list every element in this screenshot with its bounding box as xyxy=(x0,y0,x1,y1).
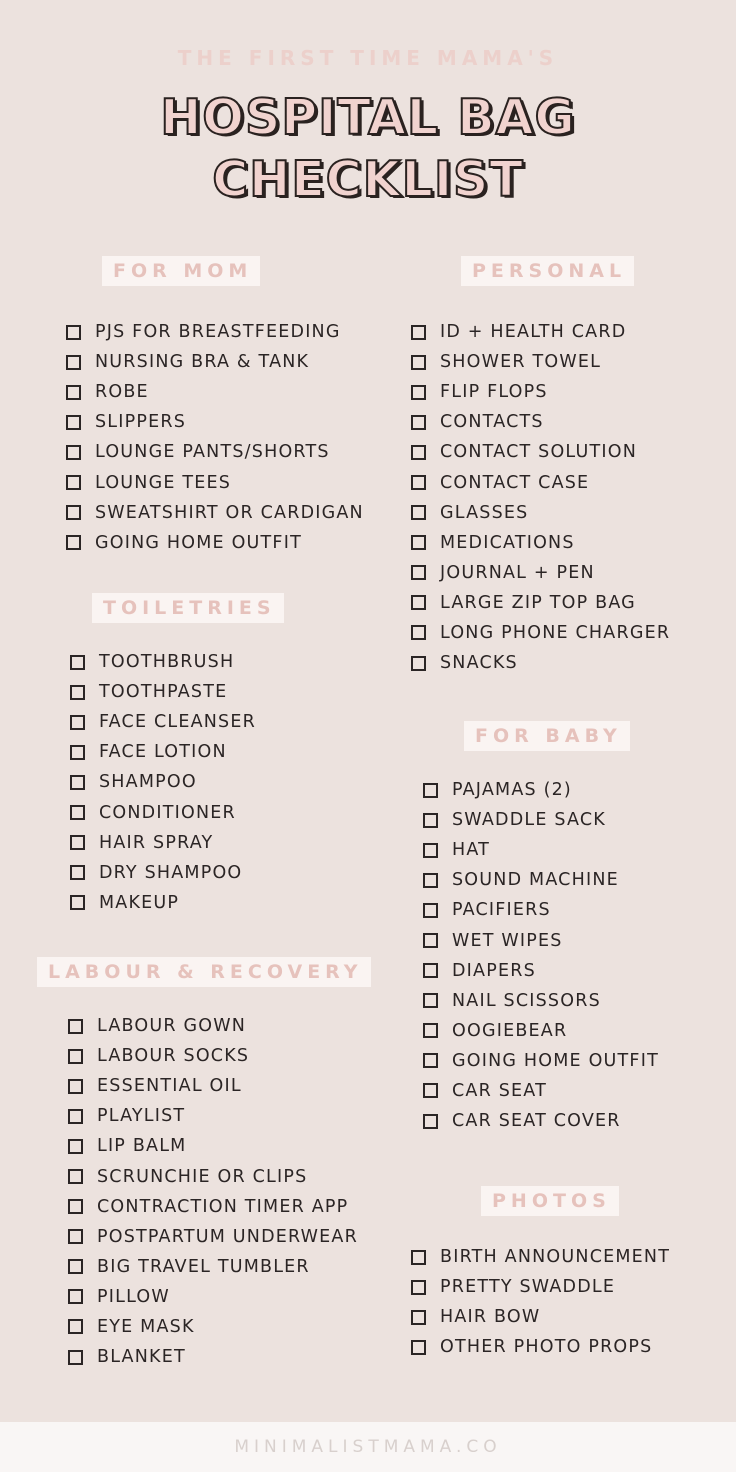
checkbox[interactable] xyxy=(68,1139,83,1154)
checkbox[interactable] xyxy=(68,1319,83,1334)
checkbox[interactable] xyxy=(411,325,426,340)
checkbox[interactable] xyxy=(423,1053,438,1068)
photos-list xyxy=(411,1242,670,1362)
checkbox[interactable] xyxy=(66,385,81,400)
checklist-item-label: SOUND MACHINE xyxy=(452,870,619,891)
checklist-item-label: SWEATSHIRT OR CARDIGAN xyxy=(95,502,364,523)
labour-list xyxy=(68,1011,358,1372)
personal-list xyxy=(411,317,670,678)
for-mom-list xyxy=(66,317,364,558)
checkbox[interactable] xyxy=(423,783,438,798)
checklist-item[interactable] xyxy=(68,1252,358,1282)
checklist-item-label: SHOWER TOWEL xyxy=(440,352,602,373)
checkbox[interactable] xyxy=(66,325,81,340)
checklist-item-label: MEDICATIONS xyxy=(440,532,575,553)
checklist-item[interactable] xyxy=(70,737,256,767)
checklist-item[interactable] xyxy=(68,1071,358,1101)
checklist-item[interactable] xyxy=(411,347,670,377)
checklist-item[interactable] xyxy=(423,925,659,955)
checklist-item-label: CONTRACTION TIMER APP xyxy=(97,1196,349,1217)
footer-site: MINIMALISTMAMA.CO xyxy=(0,1422,736,1472)
checklist-item-label: PILLOW xyxy=(97,1286,170,1307)
checkbox[interactable] xyxy=(411,656,426,671)
checklist-item-label: LABOUR GOWN xyxy=(97,1016,247,1037)
checklist-item-label: GOING HOME OUTFIT xyxy=(95,532,302,553)
checklist-item-label: ID + HEALTH CARD xyxy=(440,322,627,343)
checkbox[interactable] xyxy=(423,1083,438,1098)
kicker-text: THE FIRST TIME MAMA'S xyxy=(177,46,559,70)
checklist-item[interactable] xyxy=(70,677,256,707)
checklist-item-label: MAKEUP xyxy=(99,892,180,913)
checklist-item-label: CONTACTS xyxy=(440,412,544,433)
checklist-item-label: JOURNAL + PEN xyxy=(440,562,595,583)
checklist-item-label: NURSING BRA & TANK xyxy=(95,352,310,373)
checklist-item-label: FACE CLEANSER xyxy=(99,712,256,733)
section-personal xyxy=(461,256,634,286)
checklist-item[interactable] xyxy=(70,888,256,918)
checklist-item-label: LONG PHONE CHARGER xyxy=(440,622,671,643)
checklist-item[interactable] xyxy=(70,797,256,827)
checklist-item-label: HAIR BOW xyxy=(440,1307,541,1328)
checklist-item[interactable] xyxy=(423,1106,659,1136)
checkbox[interactable] xyxy=(70,805,85,820)
title-line-1: HOSPITAL BAG xyxy=(160,89,576,146)
checklist-item[interactable] xyxy=(66,347,364,377)
checklist-item[interactable] xyxy=(68,1222,358,1252)
checkbox[interactable] xyxy=(411,1250,426,1265)
checklist-item-label: PJS FOR BREASTFEEDING xyxy=(95,322,341,343)
checkbox[interactable] xyxy=(423,933,438,948)
checkbox[interactable] xyxy=(70,745,85,760)
section-title: FOR MOM xyxy=(102,256,260,286)
section-toiletries xyxy=(92,593,284,623)
checkbox[interactable] xyxy=(411,565,426,580)
checklist-item-label: EYE MASK xyxy=(97,1316,195,1337)
section-title: FOR BABY xyxy=(464,721,630,751)
checklist-item-label: PACIFIERS xyxy=(452,900,551,921)
checklist-item[interactable] xyxy=(411,1332,670,1362)
checklist-item[interactable] xyxy=(423,895,659,925)
checkbox[interactable] xyxy=(66,445,81,460)
checkbox[interactable] xyxy=(411,445,426,460)
checkbox[interactable] xyxy=(423,873,438,888)
checklist-item-label: DRY SHAMPOO xyxy=(99,862,243,883)
checklist-item[interactable] xyxy=(68,1041,358,1071)
checklist-item-label: POSTPARTUM UNDERWEAR xyxy=(97,1226,358,1247)
checkbox[interactable] xyxy=(411,415,426,430)
checkbox[interactable] xyxy=(70,715,85,730)
checkbox[interactable] xyxy=(411,1310,426,1325)
checklist-item[interactable] xyxy=(411,648,670,678)
section-for-baby xyxy=(464,721,630,751)
checklist-item[interactable] xyxy=(68,1101,358,1131)
checklist-item[interactable] xyxy=(68,1131,358,1161)
checklist-item[interactable] xyxy=(68,1192,358,1222)
section-for-mom xyxy=(102,256,260,286)
checklist-item[interactable] xyxy=(423,775,659,805)
checklist-item[interactable] xyxy=(66,437,364,467)
checkbox[interactable] xyxy=(66,475,81,490)
checkbox[interactable] xyxy=(68,1229,83,1244)
checklist-item-label: OTHER PHOTO PROPS xyxy=(440,1337,653,1358)
checklist-item-label: GOING HOME OUTFIT xyxy=(452,1050,659,1071)
checklist-item-label: BIRTH ANNOUNCEMENT xyxy=(440,1247,671,1268)
checklist-item[interactable] xyxy=(423,835,659,865)
checkbox[interactable] xyxy=(68,1199,83,1214)
checkbox[interactable] xyxy=(68,1049,83,1064)
checklist-item[interactable] xyxy=(411,618,670,648)
checklist-item-label: ESSENTIAL OIL xyxy=(97,1076,242,1097)
checklist-item[interactable] xyxy=(411,1272,670,1302)
checkbox[interactable] xyxy=(423,1114,438,1129)
checkbox[interactable] xyxy=(70,835,85,850)
checklist-item[interactable] xyxy=(68,1312,358,1342)
checklist-item-label: DIAPERS xyxy=(452,960,536,981)
checklist-item[interactable] xyxy=(423,1076,659,1106)
checklist-item[interactable] xyxy=(68,1161,358,1191)
checklist-item-label: LARGE ZIP TOP BAG xyxy=(440,592,636,613)
checkbox[interactable] xyxy=(66,505,81,520)
checklist-item[interactable] xyxy=(411,317,670,347)
checklist-item[interactable] xyxy=(68,1011,358,1041)
checklist-item-label: OOGIEBEAR xyxy=(452,1020,568,1041)
checklist-item-label: SLIPPERS xyxy=(95,412,187,433)
checkbox[interactable] xyxy=(411,505,426,520)
checklist-item-label: LABOUR SOCKS xyxy=(97,1046,250,1067)
section-labour xyxy=(37,957,371,987)
checklist-item[interactable] xyxy=(423,956,659,986)
checklist-item[interactable] xyxy=(68,1282,358,1312)
checklist-item-label: FACE LOTION xyxy=(99,742,227,763)
checklist-item-label: GLASSES xyxy=(440,502,529,523)
section-title: PERSONAL xyxy=(461,256,634,286)
checklist-item-label: LIP BALM xyxy=(97,1136,187,1157)
checkbox[interactable] xyxy=(70,685,85,700)
checklist-item[interactable] xyxy=(68,1342,358,1372)
checklist-item-label: BIG TRAVEL TUMBLER xyxy=(97,1256,310,1277)
checklist-item-label: LOUNGE PANTS/SHORTS xyxy=(95,442,330,463)
checklist-item[interactable] xyxy=(411,528,670,558)
checkbox[interactable] xyxy=(423,903,438,918)
checklist-item[interactable] xyxy=(423,1046,659,1076)
checklist-item[interactable] xyxy=(411,558,670,588)
checklist-item[interactable] xyxy=(70,767,256,797)
checklist-item[interactable] xyxy=(66,498,364,528)
checklist-item-label: CONTACT SOLUTION xyxy=(440,442,638,463)
checkbox[interactable] xyxy=(411,475,426,490)
checklist-item[interactable] xyxy=(70,828,256,858)
checklist-item[interactable] xyxy=(70,858,256,888)
checklist-item[interactable] xyxy=(423,1016,659,1046)
checklist-item[interactable] xyxy=(411,1302,670,1332)
checkbox[interactable] xyxy=(68,1350,83,1365)
checklist-item-label: SNACKS xyxy=(440,653,518,674)
checkbox[interactable] xyxy=(411,355,426,370)
checkbox[interactable] xyxy=(66,415,81,430)
checkbox[interactable] xyxy=(66,355,81,370)
checkbox[interactable] xyxy=(70,775,85,790)
checkbox[interactable] xyxy=(68,1259,83,1274)
checkbox[interactable] xyxy=(411,1280,426,1295)
checkbox[interactable] xyxy=(423,963,438,978)
checklist-item[interactable] xyxy=(423,986,659,1016)
toiletries-list xyxy=(70,647,256,918)
checklist-item-label: TOOTHPASTE xyxy=(99,682,228,703)
checklist-item-label: WET WIPES xyxy=(452,930,563,951)
checklist-item-label: CAR SEAT COVER xyxy=(452,1111,621,1132)
checklist-item[interactable] xyxy=(411,467,670,497)
checkbox[interactable] xyxy=(68,1109,83,1124)
checkbox[interactable] xyxy=(68,1079,83,1094)
checklist-item[interactable] xyxy=(411,377,670,407)
checklist-item-label: CAR SEAT xyxy=(452,1080,547,1101)
checklist-item-label: HAIR SPRAY xyxy=(99,832,214,853)
checklist-item[interactable] xyxy=(66,317,364,347)
checklist-item[interactable] xyxy=(411,498,670,528)
checklist-item-label: ROBE xyxy=(95,382,149,403)
checklist-item-label: PAJAMAS (2) xyxy=(452,780,572,801)
checklist-item-label: PLAYLIST xyxy=(97,1106,186,1127)
checkbox[interactable] xyxy=(411,535,426,550)
for-baby-list xyxy=(423,775,659,1136)
checklist-item[interactable] xyxy=(411,588,670,618)
checkbox[interactable] xyxy=(70,655,85,670)
checklist-item-label: CONDITIONER xyxy=(99,802,236,823)
checklist-item-label: PRETTY SWADDLE xyxy=(440,1277,616,1298)
checklist-item[interactable] xyxy=(423,805,659,835)
checklist-item-label: SHAMPOO xyxy=(99,772,197,793)
checklist-item[interactable] xyxy=(411,407,670,437)
checkbox[interactable] xyxy=(68,1019,83,1034)
checklist-item[interactable] xyxy=(66,528,364,558)
checklist-item[interactable] xyxy=(66,407,364,437)
checklist-item-label: NAIL SCISSORS xyxy=(452,990,601,1011)
checklist-item-label: FLIP FLOPS xyxy=(440,382,548,403)
checkbox[interactable] xyxy=(68,1289,83,1304)
section-title: LABOUR & RECOVERY xyxy=(37,957,371,987)
checkbox[interactable] xyxy=(411,1340,426,1355)
checkbox[interactable] xyxy=(423,843,438,858)
checklist-item[interactable] xyxy=(411,437,670,467)
checkbox[interactable] xyxy=(423,1023,438,1038)
section-title: PHOTOS xyxy=(481,1186,619,1216)
checklist-item[interactable] xyxy=(66,377,364,407)
checklist-item[interactable] xyxy=(66,467,364,497)
checklist-item-label: SCRUNCHIE OR CLIPS xyxy=(97,1166,308,1187)
checklist-item[interactable] xyxy=(423,865,659,895)
checklist-item[interactable] xyxy=(70,707,256,737)
checklist-item-label: LOUNGE TEES xyxy=(95,472,232,493)
checklist-item-label: TOOTHBRUSH xyxy=(99,652,235,673)
checklist-item-label: SWADDLE SACK xyxy=(452,810,606,831)
checkbox[interactable] xyxy=(411,595,426,610)
checklist-item-label: BLANKET xyxy=(97,1347,186,1368)
checkbox[interactable] xyxy=(66,535,81,550)
checklist-item[interactable] xyxy=(411,1242,670,1272)
checkbox[interactable] xyxy=(70,865,85,880)
checklist-item-label: CONTACT CASE xyxy=(440,472,590,493)
checkbox[interactable] xyxy=(411,385,426,400)
section-title: TOILETRIES xyxy=(92,593,284,623)
checklist-item[interactable] xyxy=(70,647,256,677)
checklist-item-label: HAT xyxy=(452,840,491,861)
checkbox[interactable] xyxy=(70,895,85,910)
checkbox[interactable] xyxy=(68,1169,83,1184)
checkbox[interactable] xyxy=(423,813,438,828)
checkbox[interactable] xyxy=(423,993,438,1008)
section-photos xyxy=(481,1186,619,1216)
checkbox[interactable] xyxy=(411,625,426,640)
title-line-2: CHECKLIST xyxy=(212,151,524,208)
